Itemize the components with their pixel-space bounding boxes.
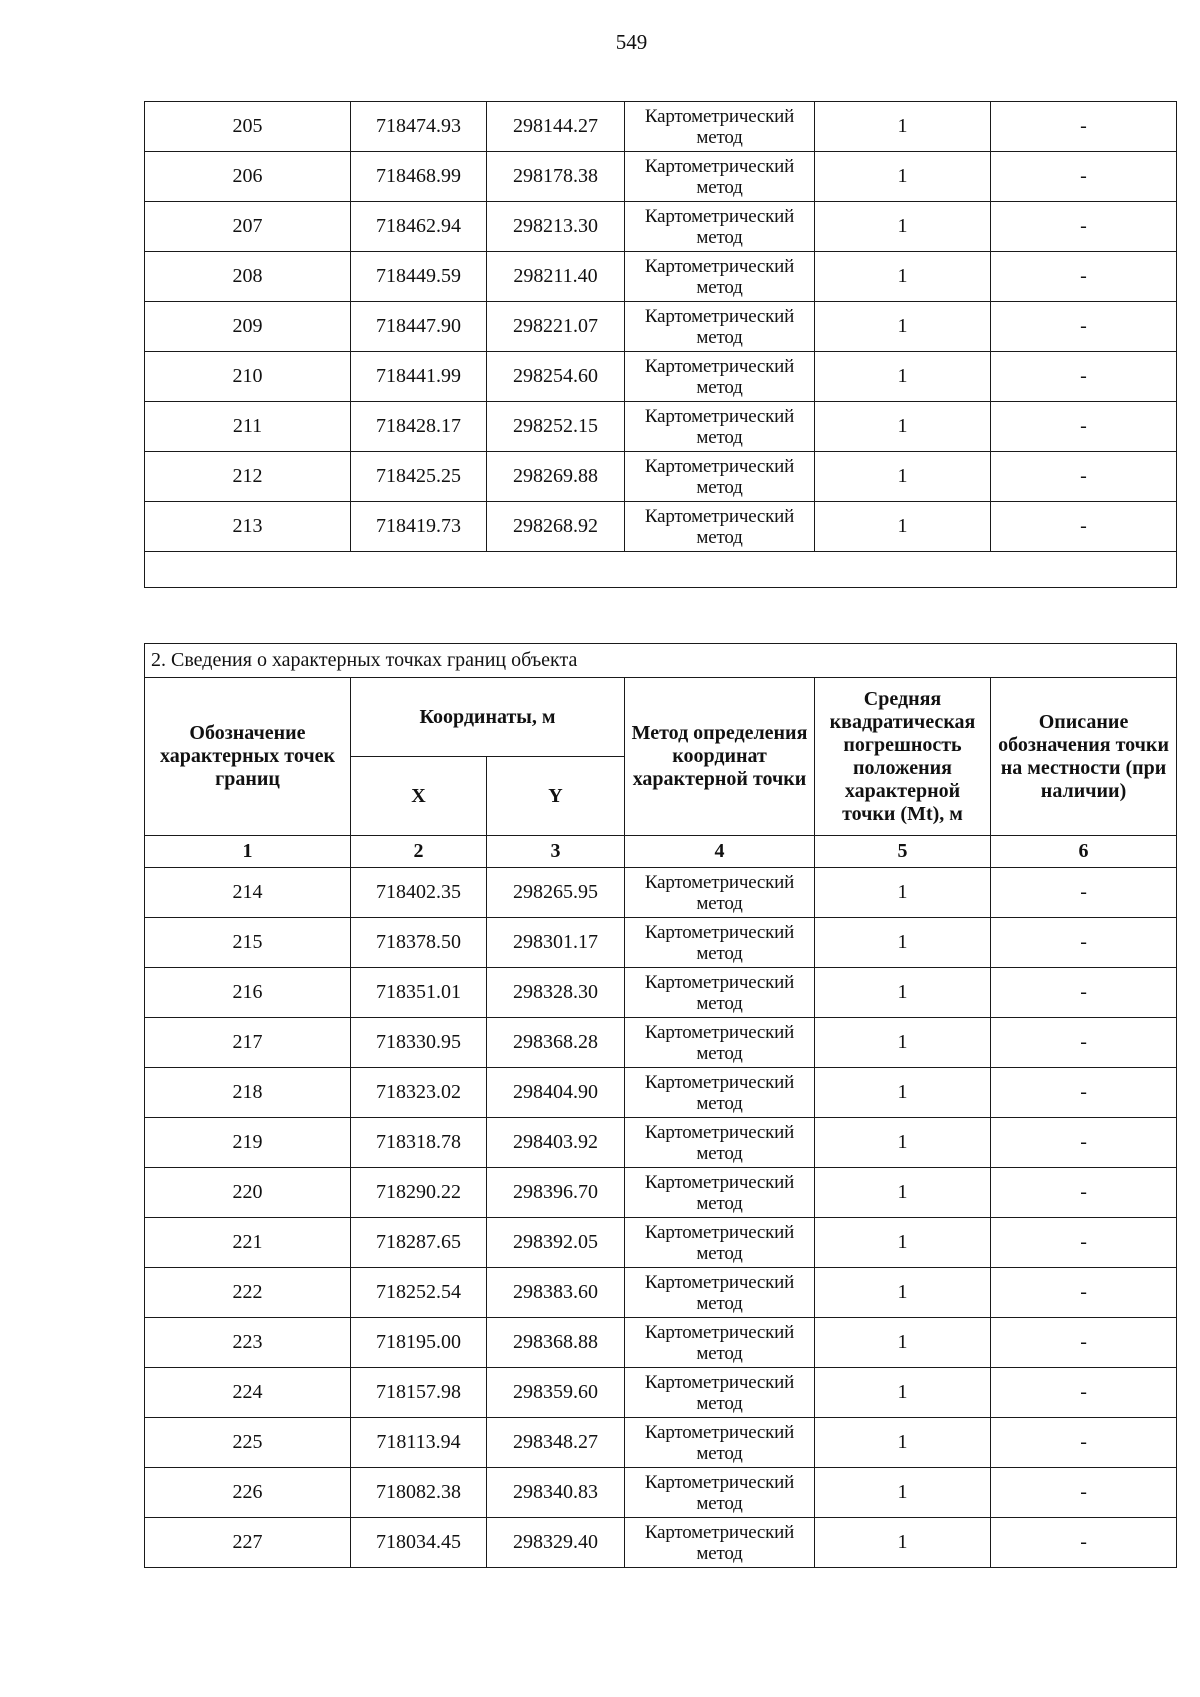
point-cell: 221 — [145, 1218, 351, 1268]
point-cell: 226 — [145, 1468, 351, 1518]
method-cell: Картометрический метод — [625, 1268, 815, 1318]
x-coordinate-cell: 718474.93 — [351, 102, 487, 152]
column-number: 6 — [991, 836, 1177, 868]
x-coordinate-cell: 718330.95 — [351, 1018, 487, 1068]
point-cell: 215 — [145, 918, 351, 968]
method-cell: Картометрический метод — [625, 502, 815, 552]
x-coordinate-cell: 718462.94 — [351, 202, 487, 252]
mt-cell: 1 — [815, 1018, 991, 1068]
mt-cell: 1 — [815, 868, 991, 918]
method-cell: Картометрический метод — [625, 968, 815, 1018]
point-cell: 214 — [145, 868, 351, 918]
method-cell: Картометрический метод — [625, 252, 815, 302]
column-number: 4 — [625, 836, 815, 868]
mt-cell: 1 — [815, 968, 991, 1018]
y-coordinate-cell: 298252.15 — [487, 402, 625, 452]
y-coordinate-cell: 298213.30 — [487, 202, 625, 252]
table-row — [145, 352, 1177, 402]
mt-cell: 1 — [815, 1518, 991, 1568]
method-cell: Картометрический метод — [625, 1218, 815, 1268]
mt-cell: 1 — [815, 1218, 991, 1268]
mt-cell: 1 — [815, 1368, 991, 1418]
table-row — [145, 1268, 1177, 1318]
y-coordinate-cell: 298265.95 — [487, 868, 625, 918]
description-cell: - — [991, 152, 1177, 202]
x-coordinate-cell: 718449.59 — [351, 252, 487, 302]
column-number: 1 — [145, 836, 351, 868]
description-cell: - — [991, 968, 1177, 1018]
column-number: 2 — [351, 836, 487, 868]
table-row — [145, 102, 1177, 152]
method-cell: Картометрический метод — [625, 1168, 815, 1218]
mt-cell: 1 — [815, 1118, 991, 1168]
table-row — [145, 1318, 1177, 1368]
mt-cell: 1 — [815, 102, 991, 152]
header-point: Обозначение характерных точек границ — [145, 678, 351, 836]
method-cell: Картометрический метод — [625, 1018, 815, 1068]
column-numbers-row — [145, 836, 1177, 868]
table-row — [145, 1218, 1177, 1268]
point-cell: 220 — [145, 1168, 351, 1218]
y-coordinate-cell: 298368.88 — [487, 1318, 625, 1368]
y-coordinate-cell: 298340.83 — [487, 1468, 625, 1518]
x-coordinate-cell: 718351.01 — [351, 968, 487, 1018]
x-coordinate-cell: 718287.65 — [351, 1218, 487, 1268]
point-cell: 210 — [145, 352, 351, 402]
y-coordinate-cell: 298396.70 — [487, 1168, 625, 1218]
point-cell: 205 — [145, 102, 351, 152]
point-cell: 213 — [145, 502, 351, 552]
header-row — [145, 678, 1177, 757]
header-coordinates: Координаты, м — [351, 678, 625, 757]
method-cell: Картометрический метод — [625, 102, 815, 152]
point-cell: 227 — [145, 1518, 351, 1568]
method-cell: Картометрический метод — [625, 1368, 815, 1418]
description-cell: - — [991, 1118, 1177, 1168]
description-cell: - — [991, 1018, 1177, 1068]
point-cell: 225 — [145, 1418, 351, 1468]
method-cell: Картометрический метод — [625, 202, 815, 252]
x-coordinate-cell: 718113.94 — [351, 1418, 487, 1468]
x-coordinate-cell: 718034.45 — [351, 1518, 487, 1568]
method-cell: Картометрический метод — [625, 868, 815, 918]
method-cell: Картометрический метод — [625, 1468, 815, 1518]
x-coordinate-cell: 718447.90 — [351, 302, 487, 352]
table-row — [145, 402, 1177, 452]
x-coordinate-cell: 718425.25 — [351, 452, 487, 502]
point-cell: 217 — [145, 1018, 351, 1068]
x-coordinate-cell: 718290.22 — [351, 1168, 487, 1218]
section-title-row — [145, 644, 1177, 678]
table-row — [145, 302, 1177, 352]
method-cell: Картометрический метод — [625, 352, 815, 402]
x-coordinate-cell: 718441.99 — [351, 352, 487, 402]
table-row — [145, 918, 1177, 968]
header-x: X — [351, 757, 487, 836]
coordinates-table-continued-body — [145, 102, 1177, 552]
method-cell: Картометрический метод — [625, 1318, 815, 1368]
y-coordinate-cell: 298254.60 — [487, 352, 625, 402]
description-cell: - — [991, 1518, 1177, 1568]
description-cell: - — [991, 1168, 1177, 1218]
description-cell: - — [991, 868, 1177, 918]
method-cell: Картометрический метод — [625, 302, 815, 352]
point-cell: 219 — [145, 1118, 351, 1168]
mt-cell: 1 — [815, 302, 991, 352]
x-coordinate-cell: 718419.73 — [351, 502, 487, 552]
x-coordinate-cell: 718318.78 — [351, 1118, 487, 1168]
y-coordinate-cell: 298383.60 — [487, 1268, 625, 1318]
point-cell: 223 — [145, 1318, 351, 1368]
y-coordinate-cell: 298348.27 — [487, 1418, 625, 1468]
method-cell: Картометрический метод — [625, 1068, 815, 1118]
y-coordinate-cell: 298404.90 — [487, 1068, 625, 1118]
x-coordinate-cell: 718157.98 — [351, 1368, 487, 1418]
point-cell: 222 — [145, 1268, 351, 1318]
method-cell: Картометрический метод — [625, 1418, 815, 1468]
empty-row — [145, 552, 1177, 588]
x-coordinate-cell: 718195.00 — [351, 1318, 487, 1368]
mt-cell: 1 — [815, 1068, 991, 1118]
description-cell: - — [991, 1268, 1177, 1318]
table-row — [145, 1168, 1177, 1218]
mt-cell: 1 — [815, 502, 991, 552]
method-cell: Картометрический метод — [625, 452, 815, 502]
y-coordinate-cell: 298211.40 — [487, 252, 625, 302]
mt-cell: 1 — [815, 918, 991, 968]
characteristic-points-table-body — [145, 868, 1177, 1568]
mt-cell: 1 — [815, 1268, 991, 1318]
method-cell: Картометрический метод — [625, 152, 815, 202]
description-cell: - — [991, 252, 1177, 302]
y-coordinate-cell: 298301.17 — [487, 918, 625, 968]
description-cell: - — [991, 302, 1177, 352]
header-description: Описание обозначения точки на местности (при наличии) — [991, 678, 1177, 836]
y-coordinate-cell: 298269.88 — [487, 452, 625, 502]
description-cell: - — [991, 352, 1177, 402]
mt-cell: 1 — [815, 1168, 991, 1218]
point-cell: 212 — [145, 452, 351, 502]
table-row — [145, 1468, 1177, 1518]
table-row — [145, 152, 1177, 202]
y-coordinate-cell: 298403.92 — [487, 1118, 625, 1168]
x-coordinate-cell: 718468.99 — [351, 152, 487, 202]
y-coordinate-cell: 298328.30 — [487, 968, 625, 1018]
table-row — [145, 1118, 1177, 1168]
table-row — [145, 202, 1177, 252]
method-cell: Картометрический метод — [625, 1518, 815, 1568]
table-row — [145, 1418, 1177, 1468]
method-cell: Картометрический метод — [625, 1118, 815, 1168]
description-cell: - — [991, 502, 1177, 552]
mt-cell: 1 — [815, 452, 991, 502]
x-coordinate-cell: 718378.50 — [351, 918, 487, 968]
method-cell: Картометрический метод — [625, 918, 815, 968]
section-title: 2. Сведения о характерных точках границ объекта — [145, 644, 1177, 678]
y-coordinate-cell: 298392.05 — [487, 1218, 625, 1268]
point-cell: 218 — [145, 1068, 351, 1118]
description-cell: - — [991, 1418, 1177, 1468]
x-coordinate-cell: 718402.35 — [351, 868, 487, 918]
mt-cell: 1 — [815, 352, 991, 402]
description-cell: - — [991, 1068, 1177, 1118]
table-row — [145, 502, 1177, 552]
description-cell: - — [991, 102, 1177, 152]
mt-cell: 1 — [815, 1468, 991, 1518]
table-row — [145, 868, 1177, 918]
description-cell: - — [991, 402, 1177, 452]
y-coordinate-cell: 298359.60 — [487, 1368, 625, 1418]
y-coordinate-cell: 298144.27 — [487, 102, 625, 152]
y-coordinate-cell: 298268.92 — [487, 502, 625, 552]
coordinates-table-continued — [144, 101, 1177, 588]
table-row — [145, 1068, 1177, 1118]
description-cell: - — [991, 1318, 1177, 1368]
page-number: 549 — [615, 30, 648, 54]
empty-cell — [145, 552, 1177, 588]
y-coordinate-cell: 298329.40 — [487, 1518, 625, 1568]
header-method: Метод определения координат характерной точки — [625, 678, 815, 836]
table-row — [145, 252, 1177, 302]
description-cell: - — [991, 202, 1177, 252]
mt-cell: 1 — [815, 202, 991, 252]
point-cell: 207 — [145, 202, 351, 252]
table-row — [145, 1368, 1177, 1418]
description-cell: - — [991, 1218, 1177, 1268]
x-coordinate-cell: 718428.17 — [351, 402, 487, 452]
mt-cell: 1 — [815, 252, 991, 302]
point-cell: 208 — [145, 252, 351, 302]
mt-cell: 1 — [815, 152, 991, 202]
mt-cell: 1 — [815, 402, 991, 452]
method-cell: Картометрический метод — [625, 402, 815, 452]
y-coordinate-cell: 298368.28 — [487, 1018, 625, 1068]
mt-cell: 1 — [815, 1318, 991, 1368]
point-cell: 206 — [145, 152, 351, 202]
table-row — [145, 1018, 1177, 1068]
description-cell: - — [991, 918, 1177, 968]
description-cell: - — [991, 452, 1177, 502]
y-coordinate-cell: 298178.38 — [487, 152, 625, 202]
header-y: Y — [487, 757, 625, 836]
x-coordinate-cell: 718082.38 — [351, 1468, 487, 1518]
header-mt: Средняя квадратическая погрешность положения характерной точки (Mt), м — [815, 678, 991, 836]
table-row — [145, 1518, 1177, 1568]
point-cell: 209 — [145, 302, 351, 352]
mt-cell: 1 — [815, 1418, 991, 1468]
column-number: 3 — [487, 836, 625, 868]
column-number: 5 — [815, 836, 991, 868]
description-cell: - — [991, 1468, 1177, 1518]
point-cell: 224 — [145, 1368, 351, 1418]
table-row — [145, 968, 1177, 1018]
table-row — [145, 452, 1177, 502]
point-cell: 216 — [145, 968, 351, 1018]
y-coordinate-cell: 298221.07 — [487, 302, 625, 352]
x-coordinate-cell: 718252.54 — [351, 1268, 487, 1318]
x-coordinate-cell: 718323.02 — [351, 1068, 487, 1118]
characteristic-points-table — [144, 643, 1177, 1568]
point-cell: 211 — [145, 402, 351, 452]
description-cell: - — [991, 1368, 1177, 1418]
